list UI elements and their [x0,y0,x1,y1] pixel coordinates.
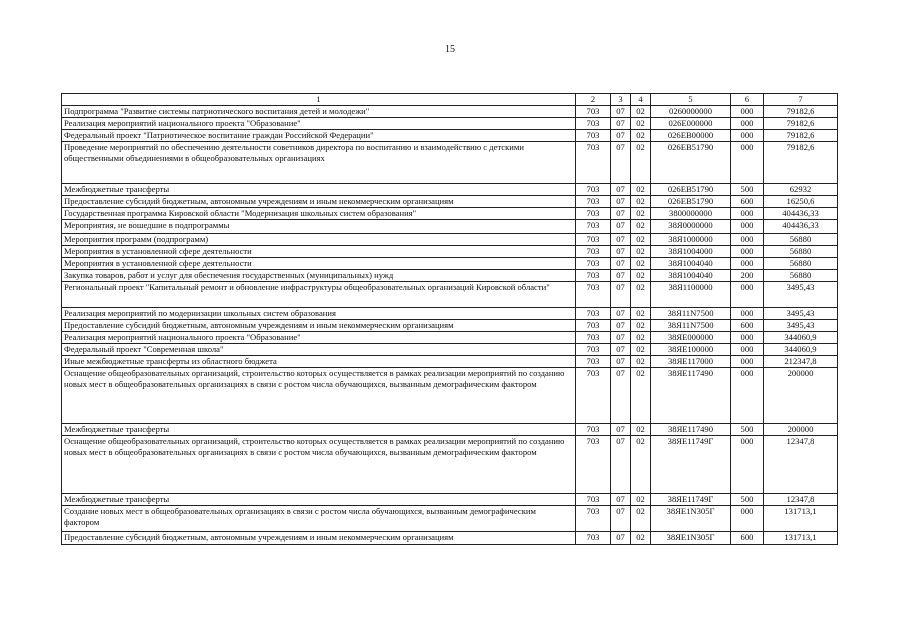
code-value: 703 [576,344,611,356]
amount-value: 344060,9 [764,344,838,356]
target-article-value: 38Я1004000 [651,246,731,258]
target-article-value: 3800000000 [651,208,731,220]
subsection-value: 02 [631,142,651,184]
section-value: 07 [611,142,631,184]
amount-value: 16250,6 [764,196,838,208]
table-row [62,424,838,436]
subsection-value: 02 [631,196,651,208]
row-name: Реализация мероприятий национального проекта "Образование" [62,118,576,130]
column-header-3: 3 [611,94,631,106]
row-name: Межбюджетные трансферты [62,184,576,196]
section-value: 07 [611,532,631,545]
subsection-value: 02 [631,308,651,320]
section-value: 07 [611,356,631,368]
target-article-value: 026EB00000 [651,130,731,142]
target-article-value: 38ЯE117490 [651,368,731,424]
target-article-value: 38Я1004040 [651,258,731,270]
section-value: 07 [611,118,631,130]
section-value: 07 [611,332,631,344]
section-value: 07 [611,344,631,356]
code-value: 703 [576,282,611,308]
target-article-value: 38ЯE117490 [651,424,731,436]
subsection-value: 02 [631,258,651,270]
expense-type-value: 000 [731,118,764,130]
amount-value: 3495,43 [764,308,838,320]
table-row [62,436,838,494]
target-article-value: 026EB51790 [651,196,731,208]
column-header-4: 4 [631,94,651,106]
code-value: 703 [576,184,611,196]
table-row [62,368,838,424]
target-article-value: 0260000000 [651,106,731,118]
amount-value: 56880 [764,258,838,270]
section-value: 07 [611,106,631,118]
amount-value: 79182,6 [764,130,838,142]
expense-type-value: 000 [731,258,764,270]
amount-value: 200000 [764,424,838,436]
code-value: 703 [576,118,611,130]
code-value: 703 [576,246,611,258]
section-value: 07 [611,282,631,308]
table-row [62,332,838,344]
table-row [62,320,838,332]
table-row [62,118,838,130]
section-value: 07 [611,506,631,532]
subsection-value: 02 [631,506,651,532]
target-article-value: 38Я1000000 [651,234,731,246]
expense-type-value: 600 [731,320,764,332]
table-row [62,494,838,506]
expense-type-value: 600 [731,532,764,545]
row-name: Региональный проект "Капитальный ремонт и обновление инфраструктуры общеобразовательных организаций Кировской области" [62,282,576,308]
column-header-7: 7 [764,94,838,106]
table-row [62,344,838,356]
section-value: 07 [611,220,631,234]
subsection-value: 02 [631,494,651,506]
target-article-value: 38ЯE100000 [651,344,731,356]
section-value: 07 [611,368,631,424]
row-name: Федеральный проект "Патриотическое воспитание граждан Российской Федерации" [62,130,576,142]
code-value: 703 [576,532,611,545]
expense-type-value: 000 [731,344,764,356]
code-value: 703 [576,220,611,234]
expense-type-value: 000 [731,506,764,532]
expense-type-value: 000 [731,130,764,142]
subsection-value: 02 [631,344,651,356]
amount-value: 131713,1 [764,506,838,532]
subsection-value: 02 [631,368,651,424]
row-name: Проведение мероприятий по обеспечению деятельности советников директора по воспитанию и взаимодействию с детскими общественными объединениями в общеобразовательных организациях [62,142,576,184]
row-name: Мероприятия, не вошедшие в подпрограммы [62,220,576,234]
table-row [62,208,838,220]
code-value: 703 [576,130,611,142]
target-article-value: 38ЯE11749Г [651,436,731,494]
expense-type-value: 000 [731,368,764,424]
subsection-value: 02 [631,208,651,220]
target-article-value: 026EB51790 [651,142,731,184]
section-value: 07 [611,130,631,142]
target-article-value: 38Я1100000 [651,282,731,308]
header-row [62,94,838,106]
amount-value: 56880 [764,270,838,282]
code-value: 703 [576,356,611,368]
row-name: Предоставление субсидий бюджетным, автономным учреждениям и иным некоммерческим организациям [62,532,576,545]
subsection-value: 02 [631,130,651,142]
table-row [62,532,838,545]
subsection-value: 02 [631,436,651,494]
code-value: 703 [576,106,611,118]
section-value: 07 [611,258,631,270]
expense-type-value: 000 [731,208,764,220]
expense-type-value: 000 [731,220,764,234]
row-name: Реализация мероприятий по модернизации школьных систем образования [62,308,576,320]
expense-type-value: 000 [731,308,764,320]
amount-value: 79182,6 [764,106,838,118]
table-row [62,246,838,258]
expense-type-value: 500 [731,494,764,506]
amount-value: 56880 [764,234,838,246]
row-name: Оснащение общеобразовательных организаций, строительство которых осуществляется в рамках реализации мероприятий по созданию новых мест в общеобразовательных организациях в связи с ростом числа обучающихся, вызванным демографическим фактором [62,368,576,424]
expense-type-value: 000 [731,332,764,344]
table-row [62,184,838,196]
table-row [62,220,838,234]
subsection-value: 02 [631,106,651,118]
row-name: Закупка товаров, работ и услуг для обеспечения государственных (муниципальных) нужд [62,270,576,282]
subsection-value: 02 [631,282,651,308]
section-value: 07 [611,246,631,258]
amount-value: 212347,8 [764,356,838,368]
subsection-value: 02 [631,220,651,234]
amount-value: 12347,8 [764,436,838,494]
target-article-value: 026E000000 [651,118,731,130]
table-row [62,258,838,270]
target-article-value: 38ЯE000000 [651,332,731,344]
subsection-value: 02 [631,234,651,246]
target-article-value: 38Я11N7500 [651,308,731,320]
row-name: Предоставление субсидий бюджетным, автономным учреждениям и иным некоммерческим организациям [62,196,576,208]
table-row [62,196,838,208]
row-name: Федеральный проект "Современная школа" [62,344,576,356]
target-article-value: 38ЯE1N305Г [651,506,731,532]
expense-type-value: 000 [731,436,764,494]
section-value: 07 [611,494,631,506]
page-number: 15 [445,44,455,55]
code-value: 703 [576,494,611,506]
amount-value: 3495,43 [764,320,838,332]
section-value: 07 [611,234,631,246]
code-value: 703 [576,196,611,208]
expense-type-value: 600 [731,196,764,208]
section-value: 07 [611,208,631,220]
table-row [62,282,838,308]
row-name: Предоставление субсидий бюджетным, автономным учреждениям и иным некоммерческим организациям [62,320,576,332]
expense-type-value: 000 [731,246,764,258]
budget-table [61,93,838,545]
table-body [62,106,838,545]
subsection-value: 02 [631,332,651,344]
subsection-value: 02 [631,246,651,258]
subsection-value: 02 [631,356,651,368]
table-row [62,130,838,142]
amount-value: 131713,1 [764,532,838,545]
table-row [62,234,838,246]
target-article-value: 38ЯE1N305Г [651,532,731,545]
table-header [62,94,838,106]
amount-value: 62932 [764,184,838,196]
code-value: 703 [576,332,611,344]
row-name: Иные межбюджетные трансферты из областного бюджета [62,356,576,368]
subsection-value: 02 [631,184,651,196]
expense-type-value: 000 [731,142,764,184]
expense-type-value: 000 [731,282,764,308]
target-article-value: 38Я11N7500 [651,320,731,332]
row-name: Государственная программа Кировской области "Модернизация школьных систем образования" [62,208,576,220]
code-value: 703 [576,436,611,494]
table-row [62,356,838,368]
section-value: 07 [611,270,631,282]
expense-type-value: 200 [731,270,764,282]
amount-value: 404436,33 [764,220,838,234]
target-article-value: 38Я1004040 [651,270,731,282]
row-name: Межбюджетные трансферты [62,494,576,506]
code-value: 703 [576,368,611,424]
row-name: Реализация мероприятий национального проекта "Образование" [62,332,576,344]
table-row [62,506,838,532]
column-header-6: 6 [731,94,764,106]
column-header-2: 2 [576,94,611,106]
section-value: 07 [611,424,631,436]
code-value: 703 [576,270,611,282]
table-row [62,270,838,282]
expense-type-value: 500 [731,424,764,436]
target-article-value: 38Я0000000 [651,220,731,234]
subsection-value: 02 [631,118,651,130]
table-row [62,142,838,184]
expense-type-value: 000 [731,106,764,118]
target-article-value: 38ЯE117000 [651,356,731,368]
code-value: 703 [576,234,611,246]
code-value: 703 [576,506,611,532]
subsection-value: 02 [631,424,651,436]
code-value: 703 [576,424,611,436]
subsection-value: 02 [631,532,651,545]
code-value: 703 [576,308,611,320]
column-header-5: 5 [651,94,731,106]
code-value: 703 [576,142,611,184]
section-value: 07 [611,308,631,320]
expense-type-value: 000 [731,234,764,246]
subsection-value: 02 [631,320,651,332]
amount-value: 3495,43 [764,282,838,308]
target-article-value: 38ЯE11749Г [651,494,731,506]
table-row [62,308,838,320]
subsection-value: 02 [631,270,651,282]
row-name: Подпрограмма "Развитие системы патриотического воспитания детей и молодежи" [62,106,576,118]
expense-type-value: 500 [731,184,764,196]
amount-value: 200000 [764,368,838,424]
row-name: Оснащение общеобразовательных организаций, строительство которых осуществляется в рамках реализации мероприятий по созданию новых мест в общеобразовательных организациях в связи с ростом числа обучающихся, вызванным демографическим фактором [62,436,576,494]
row-name: Межбюджетные трансферты [62,424,576,436]
target-article-value: 026EB51790 [651,184,731,196]
amount-value: 344060,9 [764,332,838,344]
section-value: 07 [611,196,631,208]
code-value: 703 [576,208,611,220]
amount-value: 79182,6 [764,118,838,130]
section-value: 07 [611,320,631,332]
amount-value: 12347,8 [764,494,838,506]
column-header-1: 1 [62,94,576,106]
row-name: Мероприятия в установленной сфере деятельности [62,258,576,270]
expense-type-value: 000 [731,356,764,368]
row-name: Создание новых мест в общеобразовательных организациях в связи с ростом числа обучающихся, вызванным демографическим фактором [62,506,576,532]
amount-value: 56880 [764,246,838,258]
code-value: 703 [576,258,611,270]
section-value: 07 [611,184,631,196]
row-name: Мероприятия программ (подпрограмм) [62,234,576,246]
amount-value: 404436,33 [764,208,838,220]
table-row [62,106,838,118]
amount-value: 79182,6 [764,142,838,184]
section-value: 07 [611,436,631,494]
row-name: Мероприятия в установленной сфере деятельности [62,246,576,258]
code-value: 703 [576,320,611,332]
